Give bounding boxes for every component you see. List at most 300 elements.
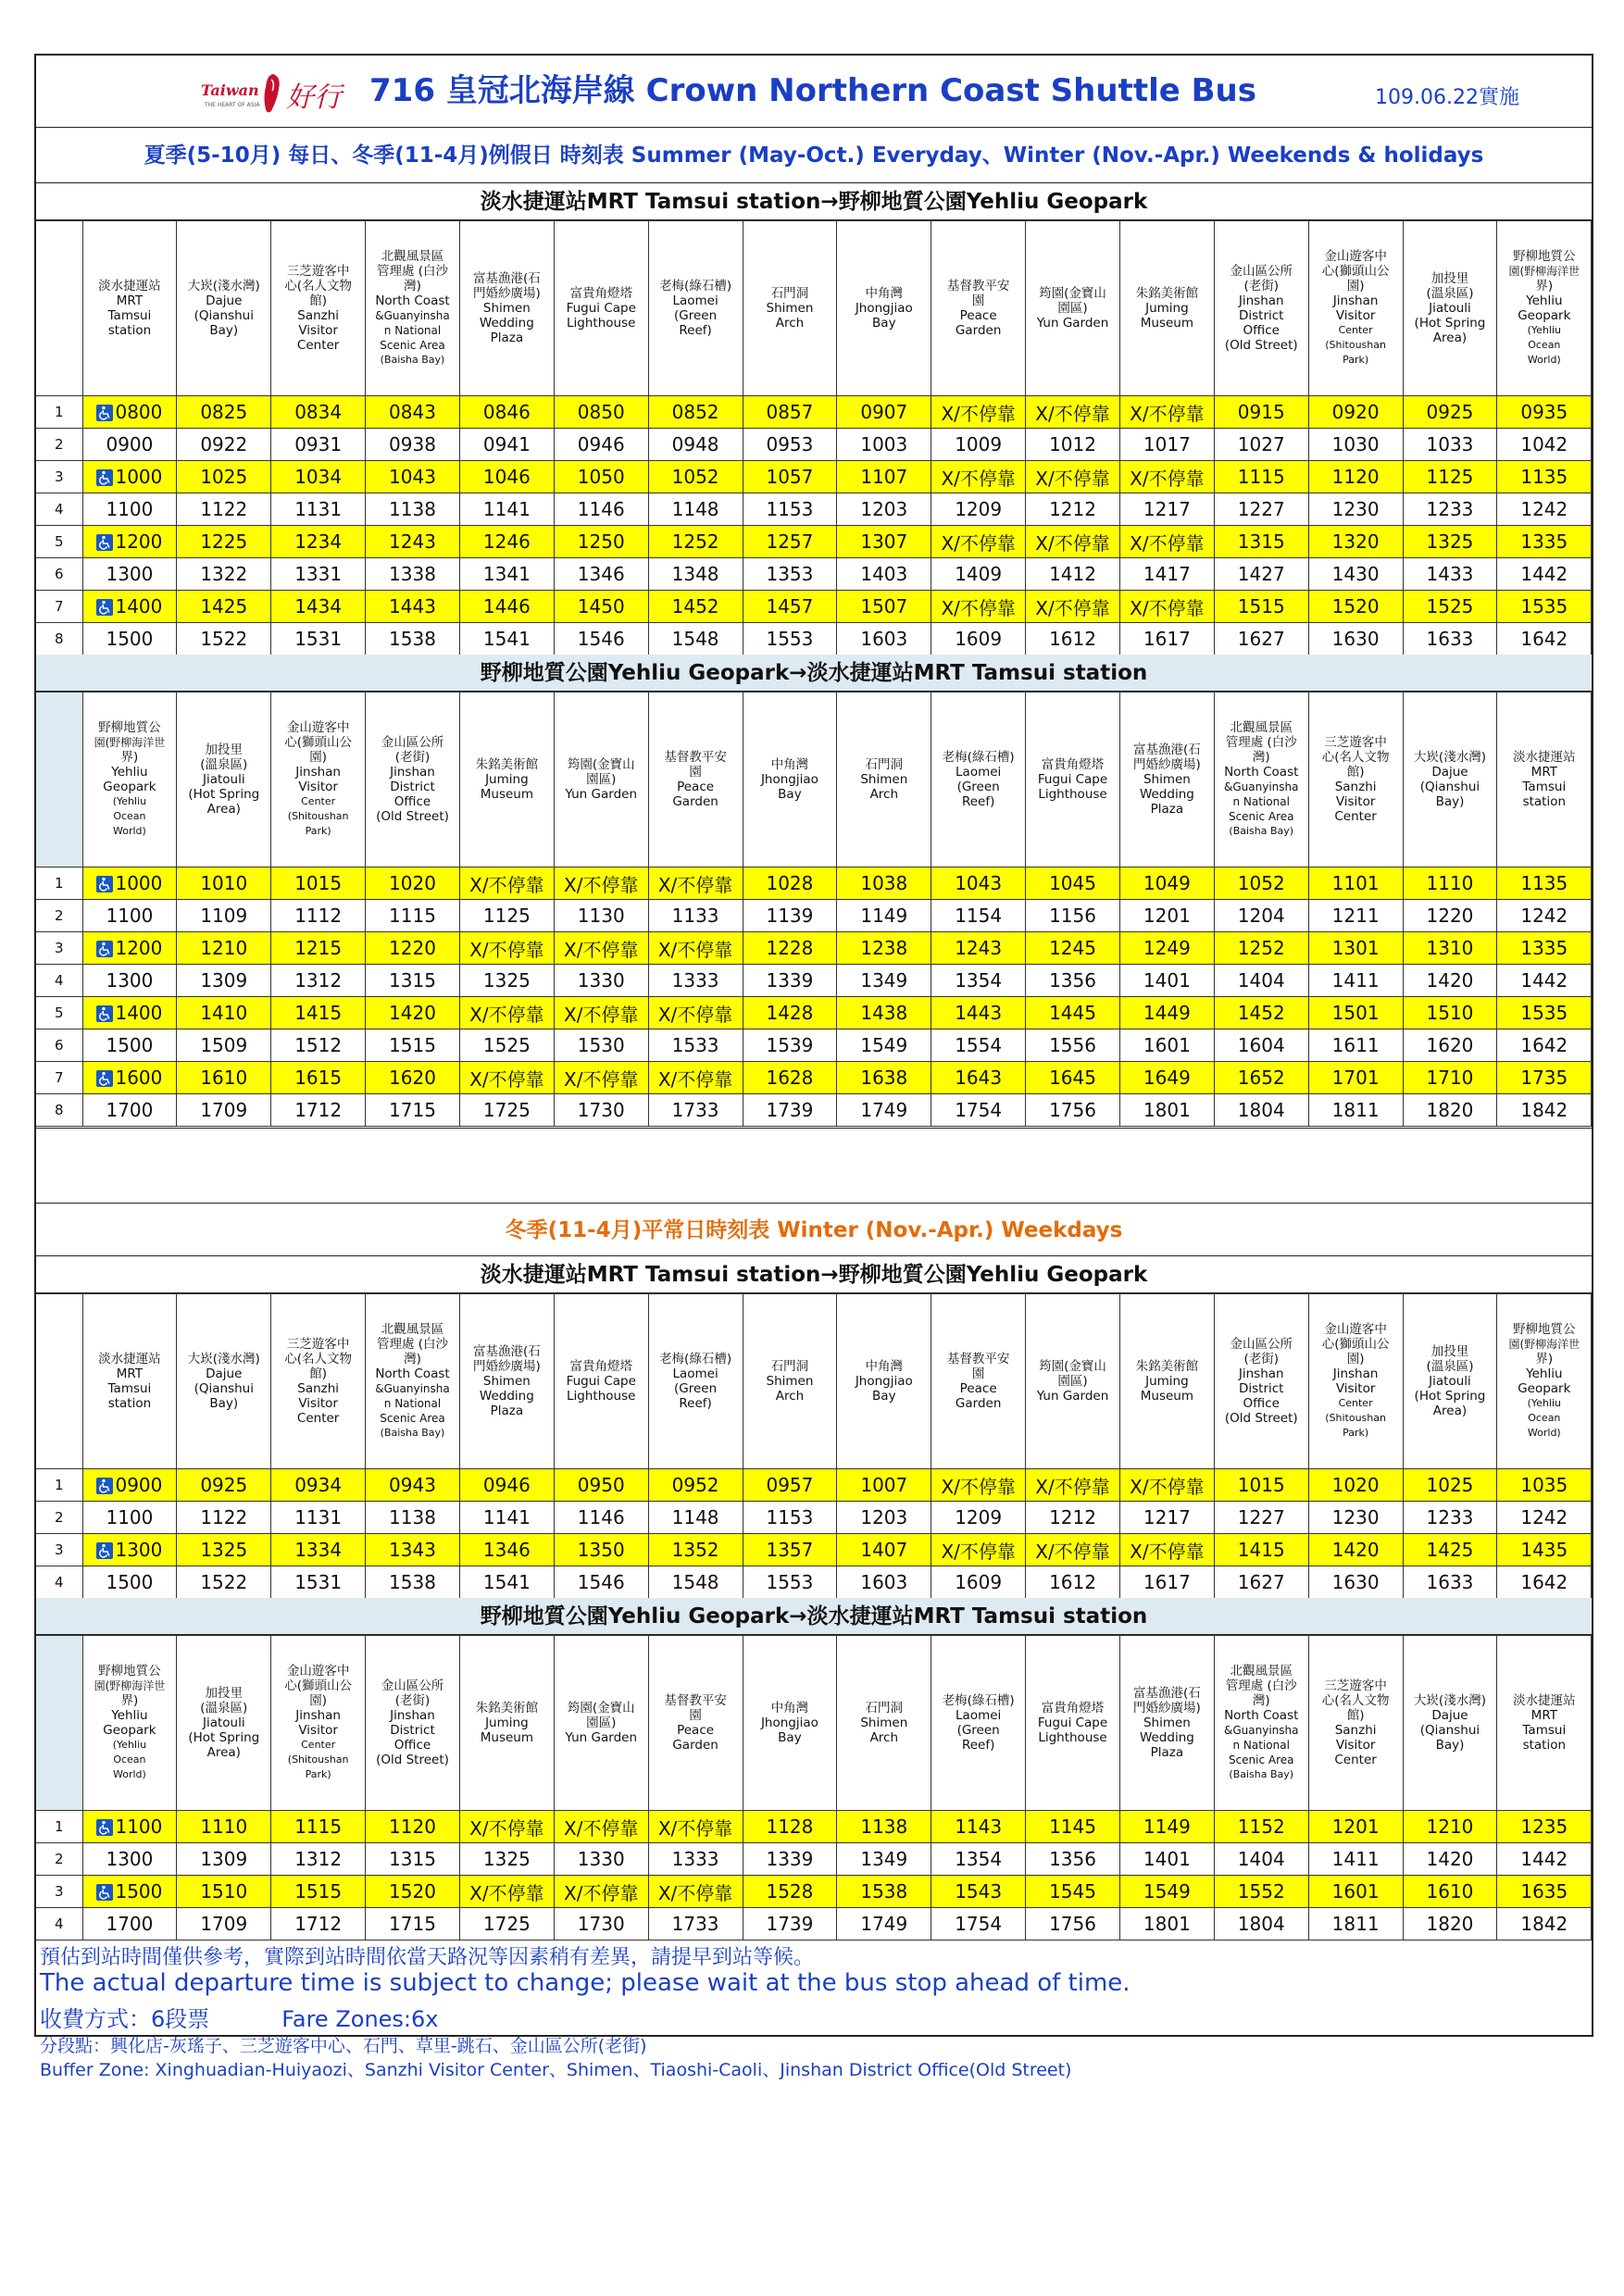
stop-name-line: Park) — [1343, 1427, 1369, 1439]
stop-time: 1535 — [1497, 997, 1592, 1029]
stop-time: 1642 — [1497, 1029, 1592, 1062]
stop-name-line: 園(野柳海洋世 — [1508, 1338, 1580, 1351]
stop-time: X/不停靠 — [459, 932, 554, 965]
stop-time: 1352 — [648, 1534, 743, 1566]
stop-name-header — [1026, 693, 1120, 867]
direction-heading: 野柳地質公園Yehliu Geopark→淡水捷運站MRT Tamsui station — [36, 1598, 1592, 1635]
stop-time: 1146 — [554, 493, 648, 526]
stop-name-header — [1026, 1294, 1120, 1469]
stop-name-line: (老街) — [1243, 1352, 1280, 1366]
stop-name-line: 心(獅頭山公 — [284, 735, 353, 750]
stop-name-line: 管理處 (白沙 — [376, 264, 449, 279]
stop-name-header — [554, 221, 648, 396]
stop-name-line: Center — [1338, 1397, 1373, 1409]
stop-time: 0948 — [648, 429, 743, 461]
stop-time: X/不停靠 — [648, 932, 743, 965]
stop-name-line: 朱銘美術館 — [1135, 286, 1199, 301]
stop-time: 1538 — [366, 1566, 460, 1599]
table-row — [36, 1876, 1592, 1908]
stop-name-line: Yehliu — [1526, 1366, 1563, 1381]
stop-name-header — [648, 693, 743, 867]
stop-time: 1735 — [1497, 1062, 1592, 1094]
stop-time: 0843 — [366, 396, 460, 429]
stop-time: 1315 — [366, 965, 460, 997]
taiwan-map-icon — [258, 72, 284, 115]
stop-name-line: 加投里 — [1430, 1344, 1469, 1359]
stop-name-header — [366, 221, 460, 396]
stop-name-line: Geopark — [103, 780, 156, 794]
stop-time: 1749 — [837, 1094, 931, 1127]
stop-time: 1148 — [648, 1502, 743, 1534]
stop-name-line: Wedding — [479, 1389, 534, 1404]
title-row — [36, 56, 1592, 128]
stop-name-line: (Yehliu — [112, 795, 147, 807]
stop-time: 1235 — [1497, 1811, 1592, 1843]
stop-time: 1611 — [1308, 1029, 1403, 1062]
stop-time: 1042 — [1497, 429, 1592, 461]
departure-time-text: 1000 — [115, 872, 163, 894]
trip-number: 8 — [36, 1094, 82, 1127]
stop-name-line: 大崁(淺水灣) — [1413, 1693, 1486, 1708]
stop-time: 1610 — [1403, 1876, 1497, 1908]
stop-time: 1401 — [1119, 1843, 1214, 1876]
stop-time: 1017 — [1119, 429, 1214, 461]
table-row — [36, 1843, 1592, 1876]
stop-time: 1554 — [931, 1029, 1026, 1062]
stop-name-line: Visitor — [298, 1723, 338, 1738]
stop-time: 1635 — [1497, 1876, 1592, 1908]
stop-name-line: Center — [1338, 324, 1373, 336]
stop-time: 1520 — [1308, 591, 1403, 623]
stop-name-line: Scenic Area — [1228, 810, 1294, 823]
fare-en: Fare Zones:6x — [281, 2006, 439, 2032]
stop-name-header — [1308, 693, 1403, 867]
stop-name-line: 園 — [971, 293, 985, 308]
section-divider — [36, 1128, 1592, 1141]
departure-time-text: 1400 — [115, 595, 163, 618]
stop-time: 1203 — [837, 493, 931, 526]
table-row — [36, 997, 1592, 1029]
stop-name-line: 金山區公所 — [1230, 1337, 1293, 1352]
stop-name-header — [837, 693, 931, 867]
stop-name-line: Sanzhi — [297, 308, 340, 323]
stop-name-line: 園 — [971, 1366, 985, 1381]
stop-name-line: 金山遊客中 — [1324, 249, 1387, 264]
stop-name-line: World) — [113, 825, 146, 837]
stop-time: 1020 — [1308, 1469, 1403, 1502]
stop-time: 1015 — [271, 867, 366, 900]
season-winter-heading: 冬季(11-4月)平常日時刻表 Winter (Nov.-Apr.) Weekdays — [36, 1203, 1592, 1256]
stop-name-header — [1119, 1636, 1214, 1811]
stop-name-line: Museum — [480, 1730, 533, 1745]
stop-time: 1138 — [366, 1502, 460, 1534]
stop-name-line: Jinshan — [1332, 1366, 1379, 1381]
stop-time: 1522 — [177, 623, 271, 655]
stop-name-header — [1214, 1636, 1308, 1811]
stop-time: 1630 — [1308, 1566, 1403, 1599]
stop-time: 1652 — [1214, 1062, 1308, 1094]
stop-time: 1645 — [1026, 1062, 1120, 1094]
stop-time: 1552 — [1214, 1876, 1308, 1908]
stop-time: 0938 — [366, 429, 460, 461]
stop-name-line: (老街) — [394, 1693, 431, 1708]
stop-time: 1325 — [1403, 526, 1497, 558]
stop-time: 1049 — [1119, 867, 1214, 900]
stop-time: 1452 — [648, 591, 743, 623]
stop-name-line: Bay) — [209, 1396, 239, 1411]
table-row — [36, 1094, 1592, 1127]
stop-time: 1135 — [1497, 461, 1592, 493]
stop-name-line: 大崁(淺水灣) — [187, 279, 260, 293]
stop-time: 1628 — [743, 1062, 837, 1094]
stop-name-header — [743, 221, 837, 396]
wheelchair-accessible-icon — [96, 534, 113, 551]
stop-name-header — [931, 693, 1026, 867]
stop-name-line: Bay) — [1435, 794, 1465, 809]
stop-time: 1443 — [366, 591, 460, 623]
stop-time: 1339 — [743, 1843, 837, 1876]
stop-name-line: 心(獅頭山公 — [284, 1678, 353, 1693]
stop-name-line: 北觀風景區 — [381, 1322, 444, 1337]
stop-time: 1043 — [931, 867, 1026, 900]
trip-number: 1 — [36, 1811, 82, 1843]
stop-name-line: (Yehliu — [1527, 324, 1561, 336]
page-title: 716 皇冠北海岸線 Crown Northern Coast Shuttle Bus — [369, 72, 1256, 109]
direction-heading: 野柳地質公園Yehliu Geopark→淡水捷運站MRT Tamsui station — [36, 655, 1592, 692]
stop-time: 1530 — [554, 1029, 648, 1062]
stop-time: 1310 — [1403, 932, 1497, 965]
fare-zh: 收費方式：6段票 — [40, 2006, 210, 2032]
stop-name-line: Yehliu — [1526, 293, 1563, 308]
stop-time: 1012 — [1026, 429, 1120, 461]
stop-name-line: Museum — [480, 787, 533, 802]
stop-time: 1243 — [931, 932, 1026, 965]
stop-name-line: 加投里 — [1430, 271, 1469, 286]
stop-time: X/不停靠 — [931, 1469, 1026, 1502]
stop-time: 1411 — [1308, 1843, 1403, 1876]
stop-name-line: 老梅(綠石槽) — [942, 1693, 1015, 1708]
stop-time: 1630 — [1308, 623, 1403, 655]
stop-name-header — [1403, 693, 1497, 867]
stop-time: X/不停靠 — [1119, 591, 1214, 623]
departure-time-text: 1200 — [115, 937, 163, 959]
stop-name-line: 中角灣 — [865, 286, 904, 301]
table-row — [36, 1469, 1592, 1502]
stop-name-line: &Guanyinsha — [1224, 780, 1299, 793]
stop-time: 1701 — [1308, 1062, 1403, 1094]
stop-time: 1715 — [366, 1908, 460, 1940]
stop-name-line: Peace — [677, 780, 715, 794]
stop-name-line: Area) — [206, 802, 241, 817]
index-header — [36, 221, 82, 396]
stop-time: 1642 — [1497, 623, 1592, 655]
stop-time: 1556 — [1026, 1029, 1120, 1062]
stop-name-line: 野柳地質公 — [98, 720, 161, 735]
timetable — [36, 220, 1592, 655]
stop-name-line: Center — [1334, 809, 1377, 824]
stop-name-line: &Guanyinsha — [375, 1382, 450, 1395]
stop-name-line: Office — [1243, 323, 1280, 338]
stop-time: 1531 — [271, 1566, 366, 1599]
stop-time: 1804 — [1214, 1094, 1308, 1127]
stop-time: 1249 — [1119, 932, 1214, 965]
stop-name-header — [1214, 693, 1308, 867]
stop-name-line: Shimen — [766, 1374, 814, 1389]
stop-time: 1420 — [1308, 1534, 1403, 1566]
stop-name-header — [1119, 693, 1214, 867]
stop-time: 1050 — [554, 461, 648, 493]
stop-time: X/不停靠 — [931, 591, 1026, 623]
stop-time: 1033 — [1403, 429, 1497, 461]
stop-name-line: Office — [394, 794, 431, 809]
stop-name-line: Sanzhi — [1334, 1723, 1377, 1738]
note-arrival-zh: 預估到站時間僅供參考，實際到站時間依當天路況等因素稍有差異，請提早到站等候。 — [40, 1946, 815, 1969]
stop-time: 1649 — [1119, 1062, 1214, 1094]
stop-name-header — [1497, 693, 1592, 867]
logo-subtext: THE HEART OF ASIA — [205, 102, 260, 108]
stop-name-line: 北觀風景區 — [381, 249, 444, 264]
trip-number: 3 — [36, 932, 82, 965]
stop-time: 0957 — [743, 1469, 837, 1502]
effective-date: 109.06.22實施 — [1375, 86, 1519, 109]
stop-time: 1228 — [743, 932, 837, 965]
stop-name-header — [1026, 221, 1120, 396]
departure-time-text: 1200 — [115, 530, 163, 553]
stop-time: 1220 — [366, 932, 460, 965]
stop-time: 1354 — [931, 1843, 1026, 1876]
stop-name-line: Jhongjiao — [760, 1716, 818, 1730]
stop-time: 1407 — [837, 1534, 931, 1566]
stop-time: 1301 — [1308, 932, 1403, 965]
stop-name-line: 園) — [309, 750, 328, 765]
stop-name-line: Jinshan — [1238, 293, 1284, 308]
stop-name-line: 園 — [689, 765, 702, 780]
table-row — [36, 1566, 1592, 1599]
stop-time: 1020 — [366, 867, 460, 900]
stop-name-line: Center — [301, 795, 336, 807]
stop-name-header — [837, 221, 931, 396]
stop-name-line: 朱銘美術館 — [475, 757, 539, 772]
stop-name-line: Bay — [778, 1730, 802, 1745]
departure-time-text: 1000 — [115, 466, 163, 488]
stop-time: 1027 — [1214, 429, 1308, 461]
stop-time: X/不停靠 — [931, 1534, 1026, 1566]
stop-time: 1128 — [743, 1811, 837, 1843]
stop-time: 1801 — [1119, 1908, 1214, 1940]
stop-name-line: 園(野柳海洋世 — [94, 1679, 166, 1692]
stop-time: 1217 — [1119, 493, 1214, 526]
stop-name-line: Shimen — [482, 1374, 531, 1389]
stop-name-header — [1214, 1294, 1308, 1469]
stop-name-line: Visitor — [1335, 1738, 1376, 1753]
stop-name-header — [931, 221, 1026, 396]
stop-name-line: 心(名人文物 — [284, 279, 353, 293]
stop-time: 1620 — [1403, 1029, 1497, 1062]
stop-time: 1415 — [1214, 1534, 1308, 1566]
stop-time: 1220 — [1403, 900, 1497, 932]
wheelchair-accessible-icon — [96, 1070, 113, 1087]
stop-name-line: Wedding — [1139, 1730, 1194, 1745]
stop-header-row — [36, 221, 1592, 396]
stop-name-header — [1403, 1636, 1497, 1811]
stop-time: 1609 — [931, 1566, 1026, 1599]
stop-time: 1315 — [1214, 526, 1308, 558]
stop-name-line: 灣) — [1252, 750, 1270, 765]
stop-name-header — [459, 221, 554, 396]
stop-name-line: Lighthouse — [1038, 787, 1107, 802]
stop-name-line: 筠園(金寶山 — [1039, 286, 1106, 301]
stop-name-line: (Green — [956, 1723, 1000, 1738]
stop-name-line: Shimen — [860, 1716, 908, 1730]
stop-name-line: North Coast — [1224, 765, 1299, 780]
stop-name-line: 富基漁港(石 — [1132, 742, 1201, 757]
stop-time: 0925 — [177, 1469, 271, 1502]
stop-name-line: 北觀風景區 — [1230, 720, 1293, 735]
departure-time: 1700 — [82, 1094, 177, 1127]
taiwan-logo — [201, 70, 347, 117]
stop-name-line: Park) — [1343, 354, 1369, 366]
stop-name-line: 老梅(綠石槽) — [942, 750, 1015, 765]
stop-time: 1257 — [743, 526, 837, 558]
stop-name-line: (Yehliu — [1527, 1397, 1561, 1409]
stop-name-line: Juming — [485, 1716, 529, 1730]
stop-name-line: Yehliu — [111, 1708, 148, 1723]
trip-number: 1 — [36, 396, 82, 429]
stop-time: 1312 — [271, 965, 366, 997]
wheelchair-accessible-icon — [96, 1819, 113, 1836]
stop-name-line: station — [1522, 794, 1567, 809]
stop-time: 1212 — [1026, 1502, 1120, 1534]
timetable — [36, 692, 1592, 1127]
stop-time: 1227 — [1214, 493, 1308, 526]
stop-time: 0834 — [271, 396, 366, 429]
stop-name-line: (Old Street) — [376, 809, 449, 824]
departure-time-text: 0800 — [115, 401, 163, 423]
stop-name-line: North Coast — [375, 293, 450, 308]
stop-name-line: Office — [1243, 1396, 1280, 1411]
stop-name-line: (Old Street) — [1224, 1411, 1298, 1426]
stop-name-line: Yun Garden — [565, 787, 638, 802]
stop-name-line: station — [1522, 1738, 1567, 1753]
stop-name-line: 淡水捷運站 — [98, 1352, 161, 1366]
stop-time: 1309 — [177, 965, 271, 997]
stop-name-line: Yehliu — [111, 765, 148, 780]
timetable-frame — [34, 54, 1593, 2080]
departure-time — [82, 1534, 177, 1566]
stop-time: 1333 — [648, 1843, 743, 1876]
stop-time: 1139 — [743, 900, 837, 932]
stop-time: 1110 — [1403, 867, 1497, 900]
stop-time: X/不停靠 — [648, 1062, 743, 1094]
stop-name-line: (Hot Spring — [188, 787, 260, 802]
stop-name-line: (Green — [674, 1381, 718, 1396]
stop-name-line: 富貴角燈塔 — [1041, 757, 1105, 772]
stop-name-line: 園區) — [1057, 1374, 1088, 1389]
stop-name-line: Jinshan — [390, 1708, 435, 1723]
stop-name-line: Reef) — [961, 1738, 995, 1753]
trip-number: 6 — [36, 558, 82, 591]
stop-name-line: Ocean — [1528, 1412, 1561, 1424]
stop-name-header — [1497, 221, 1592, 396]
stop-time: 1212 — [1026, 493, 1120, 526]
stop-time: X/不停靠 — [554, 867, 648, 900]
stop-time: 1627 — [1214, 623, 1308, 655]
stop-name-line: 基督教平安 — [664, 750, 727, 765]
stop-name-line: World) — [113, 1768, 146, 1780]
stop-time: 1209 — [931, 493, 1026, 526]
departure-time — [82, 1062, 177, 1094]
stop-time: 1710 — [1403, 1062, 1497, 1094]
stop-time: 1227 — [1214, 1502, 1308, 1534]
stop-time: 1353 — [743, 558, 837, 591]
stop-name-line: Shimen — [766, 301, 814, 316]
stop-time: 0920 — [1308, 396, 1403, 429]
stop-name-line: Sanzhi — [1334, 780, 1377, 794]
stop-name-line: Shimen — [860, 772, 908, 787]
stop-time: 1034 — [271, 461, 366, 493]
stop-name-line: Reef) — [679, 323, 712, 338]
table-row — [36, 591, 1592, 623]
stop-time: 1215 — [271, 932, 366, 965]
stop-time: 1749 — [837, 1908, 931, 1940]
table-row — [36, 867, 1592, 900]
stop-time: 1620 — [366, 1062, 460, 1094]
stop-name-line: 三芝遊客中 — [1324, 1678, 1387, 1693]
stop-name-header — [366, 1294, 460, 1469]
stop-name-line: MRT — [1530, 765, 1557, 780]
trip-number: 5 — [36, 997, 82, 1029]
stop-time: 1046 — [459, 461, 554, 493]
trip-number: 3 — [36, 461, 82, 493]
stop-name-line: 石門洞 — [770, 1359, 809, 1374]
stop-name-line: Dajue — [1431, 1708, 1468, 1723]
stop-name-line: 基督教平安 — [664, 1693, 727, 1708]
stop-time: X/不停靠 — [1119, 1534, 1214, 1566]
departure-time-text: 0900 — [115, 1474, 163, 1496]
stop-name-line: Ocean — [113, 810, 146, 822]
trip-number: 1 — [36, 1469, 82, 1502]
stop-time: 1445 — [1026, 997, 1120, 1029]
stop-name-line: Center — [301, 1739, 336, 1751]
stop-time: 1525 — [1403, 591, 1497, 623]
stop-time: 1130 — [554, 900, 648, 932]
stop-name-line: Jhongjiao — [760, 772, 818, 787]
timetable — [36, 1635, 1592, 1940]
stop-name-line: Plaza — [490, 1404, 524, 1418]
stop-name-line: Plaza — [1150, 802, 1184, 817]
stop-name-line: Lighthouse — [567, 1389, 636, 1404]
stop-time: 1533 — [648, 1029, 743, 1062]
stop-name-header — [1119, 221, 1214, 396]
stop-time: 1725 — [459, 1908, 554, 1940]
wheelchair-accessible-icon — [96, 1005, 113, 1022]
stop-time: X/不停靠 — [1026, 461, 1120, 493]
stop-time: 1242 — [1497, 1502, 1592, 1534]
fare-info — [40, 2001, 439, 2033]
stop-time: 1122 — [177, 1502, 271, 1534]
stop-name-line: 門婚紗廣場) — [1132, 757, 1201, 772]
stop-name-header — [82, 1636, 177, 1811]
stop-time: X/不停靠 — [459, 1811, 554, 1843]
stop-name-line: 心(名人文物 — [1321, 1693, 1390, 1708]
wheelchair-accessible-icon — [96, 469, 113, 486]
stop-time: 1009 — [931, 429, 1026, 461]
stop-time: 1603 — [837, 1566, 931, 1599]
stop-time: 1138 — [837, 1811, 931, 1843]
trip-number: 8 — [36, 623, 82, 655]
stop-name-line: Laomei — [672, 1366, 718, 1381]
stop-time: X/不停靠 — [931, 526, 1026, 558]
